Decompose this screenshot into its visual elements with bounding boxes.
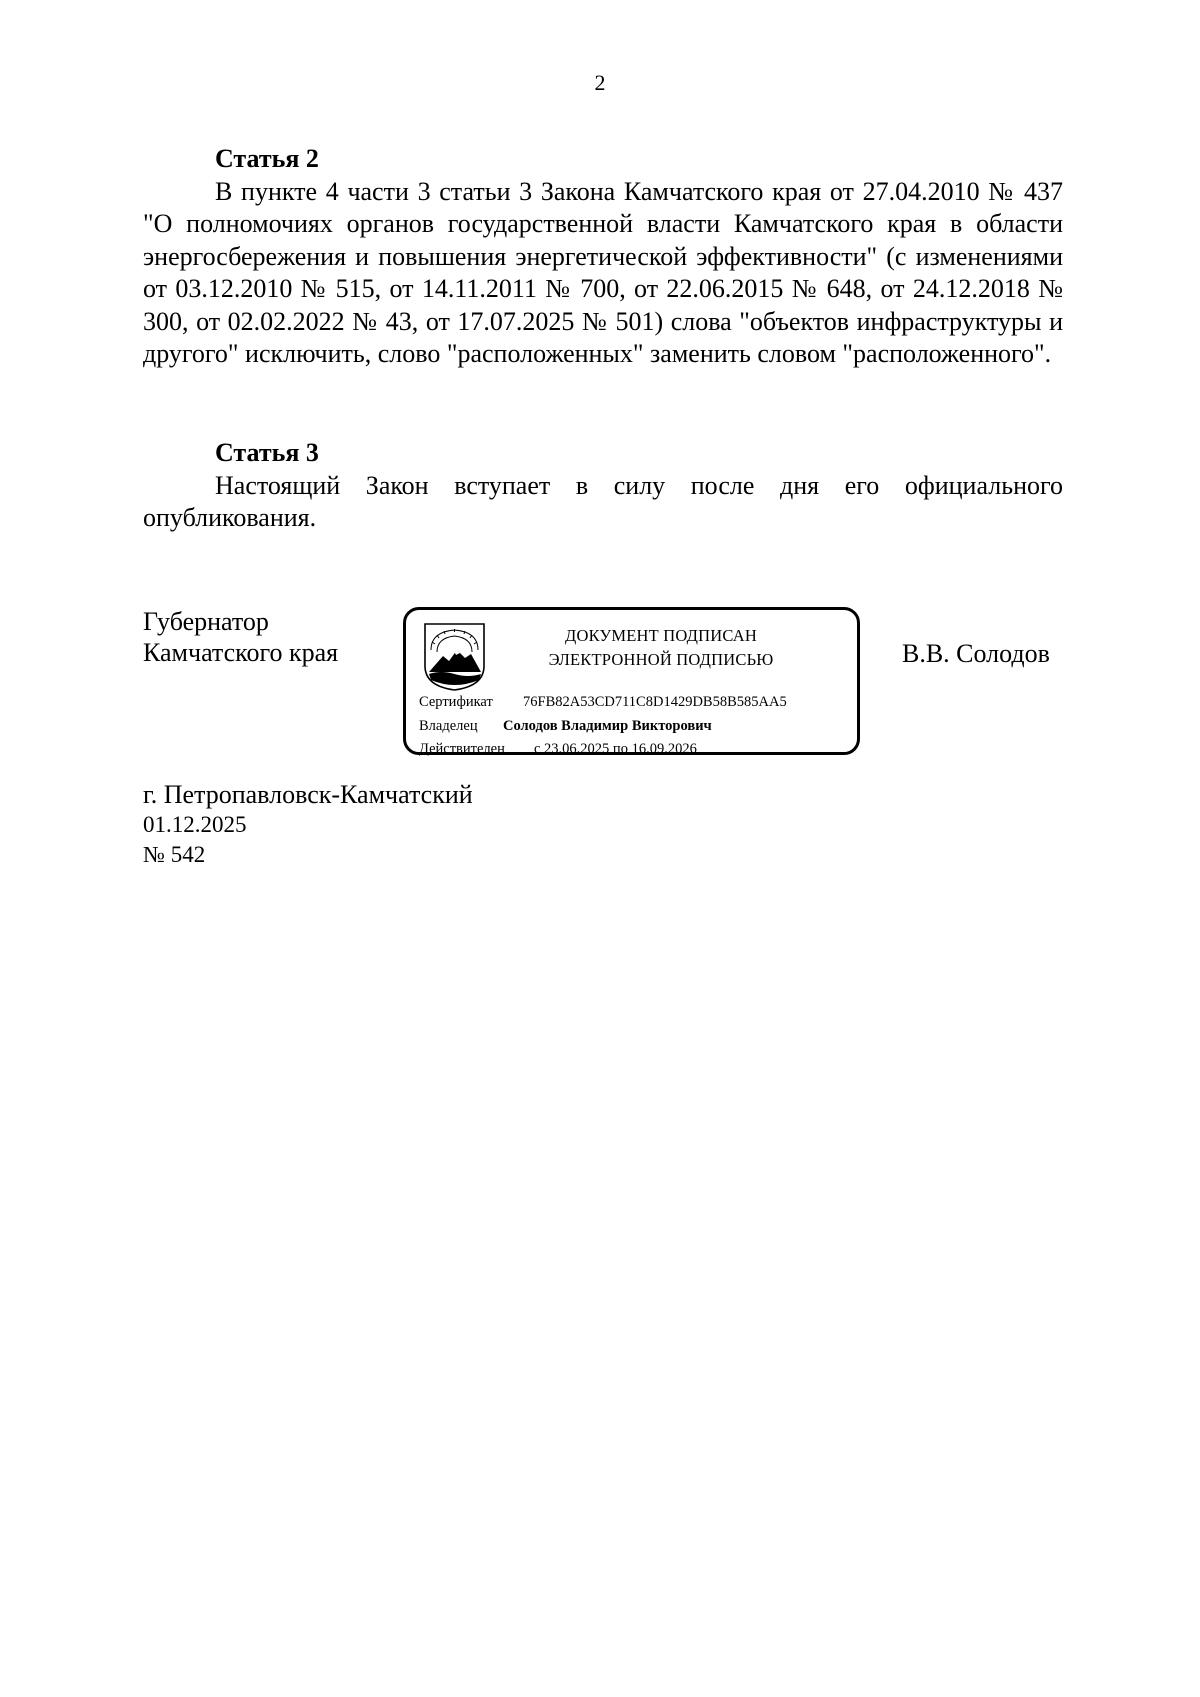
place-city: г. Петропавловск-Камчатский	[143, 780, 473, 809]
document-number: № 542	[143, 842, 206, 867]
stamp-owner-row	[419, 718, 712, 735]
place-and-date-block	[143, 780, 473, 870]
stamp-certificate-label: Сертификат	[419, 694, 493, 710]
stamp-title-line-2: ЭЛЕКТРОННОЙ ПОДПИСЬЮ	[548, 650, 774, 669]
stamp-owner-value: Солодов Владимир Викторович	[503, 718, 712, 734]
article-3-heading: Статья 3	[215, 438, 319, 467]
page-number: 2	[594, 70, 606, 95]
governor-title-line-2: Камчатского края	[143, 638, 339, 667]
stamp-validity-value: с 23.06.2025 по 16.09.2026	[534, 741, 697, 757]
article-2-body: В пункте 4 части 3 статьи 3 Закона Камчатского края от 27.04.2010 № 437 "О полномочиях органов государственной власти Камчатского края в области энергосбережения и повышения энергетической эффективности" (с изменениями от 03.12.2010 № 515, от 14.11.2011 № 700, от 22.06.2015 № 648, от 24.12.2018 № 300, от 02.02.2022 № 43, от 17.07.2025 № 501) слова "объектов инфраструктуры и другого" исключить, слово "расположенных" заменить словом "расположенного".	[143, 176, 1063, 368]
article-3-body: Настоящий Закон вступает в силу после дня его официального опубликования.	[143, 470, 1063, 532]
stamp-validity-row	[419, 741, 697, 758]
article-3	[143, 437, 1063, 535]
kamchatka-coat-of-arms-icon	[421, 620, 488, 692]
stamp-certificate-row	[419, 694, 787, 711]
stamp-title-line-1: ДОКУМЕНТ ПОДПИСАН	[565, 626, 757, 645]
stamp-certificate-value: 76FB82A53CD711C8D1429DB58B585AA5	[523, 694, 787, 710]
article-2	[143, 143, 1063, 371]
document-date: 01.12.2025	[143, 812, 247, 837]
stamp-validity-label: Действителен	[419, 741, 505, 757]
governor-title	[143, 606, 338, 668]
article-2-heading: Статья 2	[215, 144, 319, 173]
electronic-signature-stamp	[403, 607, 860, 755]
governor-title-line-1: Губернатор	[143, 607, 269, 636]
governor-name: В.В. Солодов	[902, 639, 1050, 668]
stamp-owner-label: Владелец	[419, 718, 478, 734]
